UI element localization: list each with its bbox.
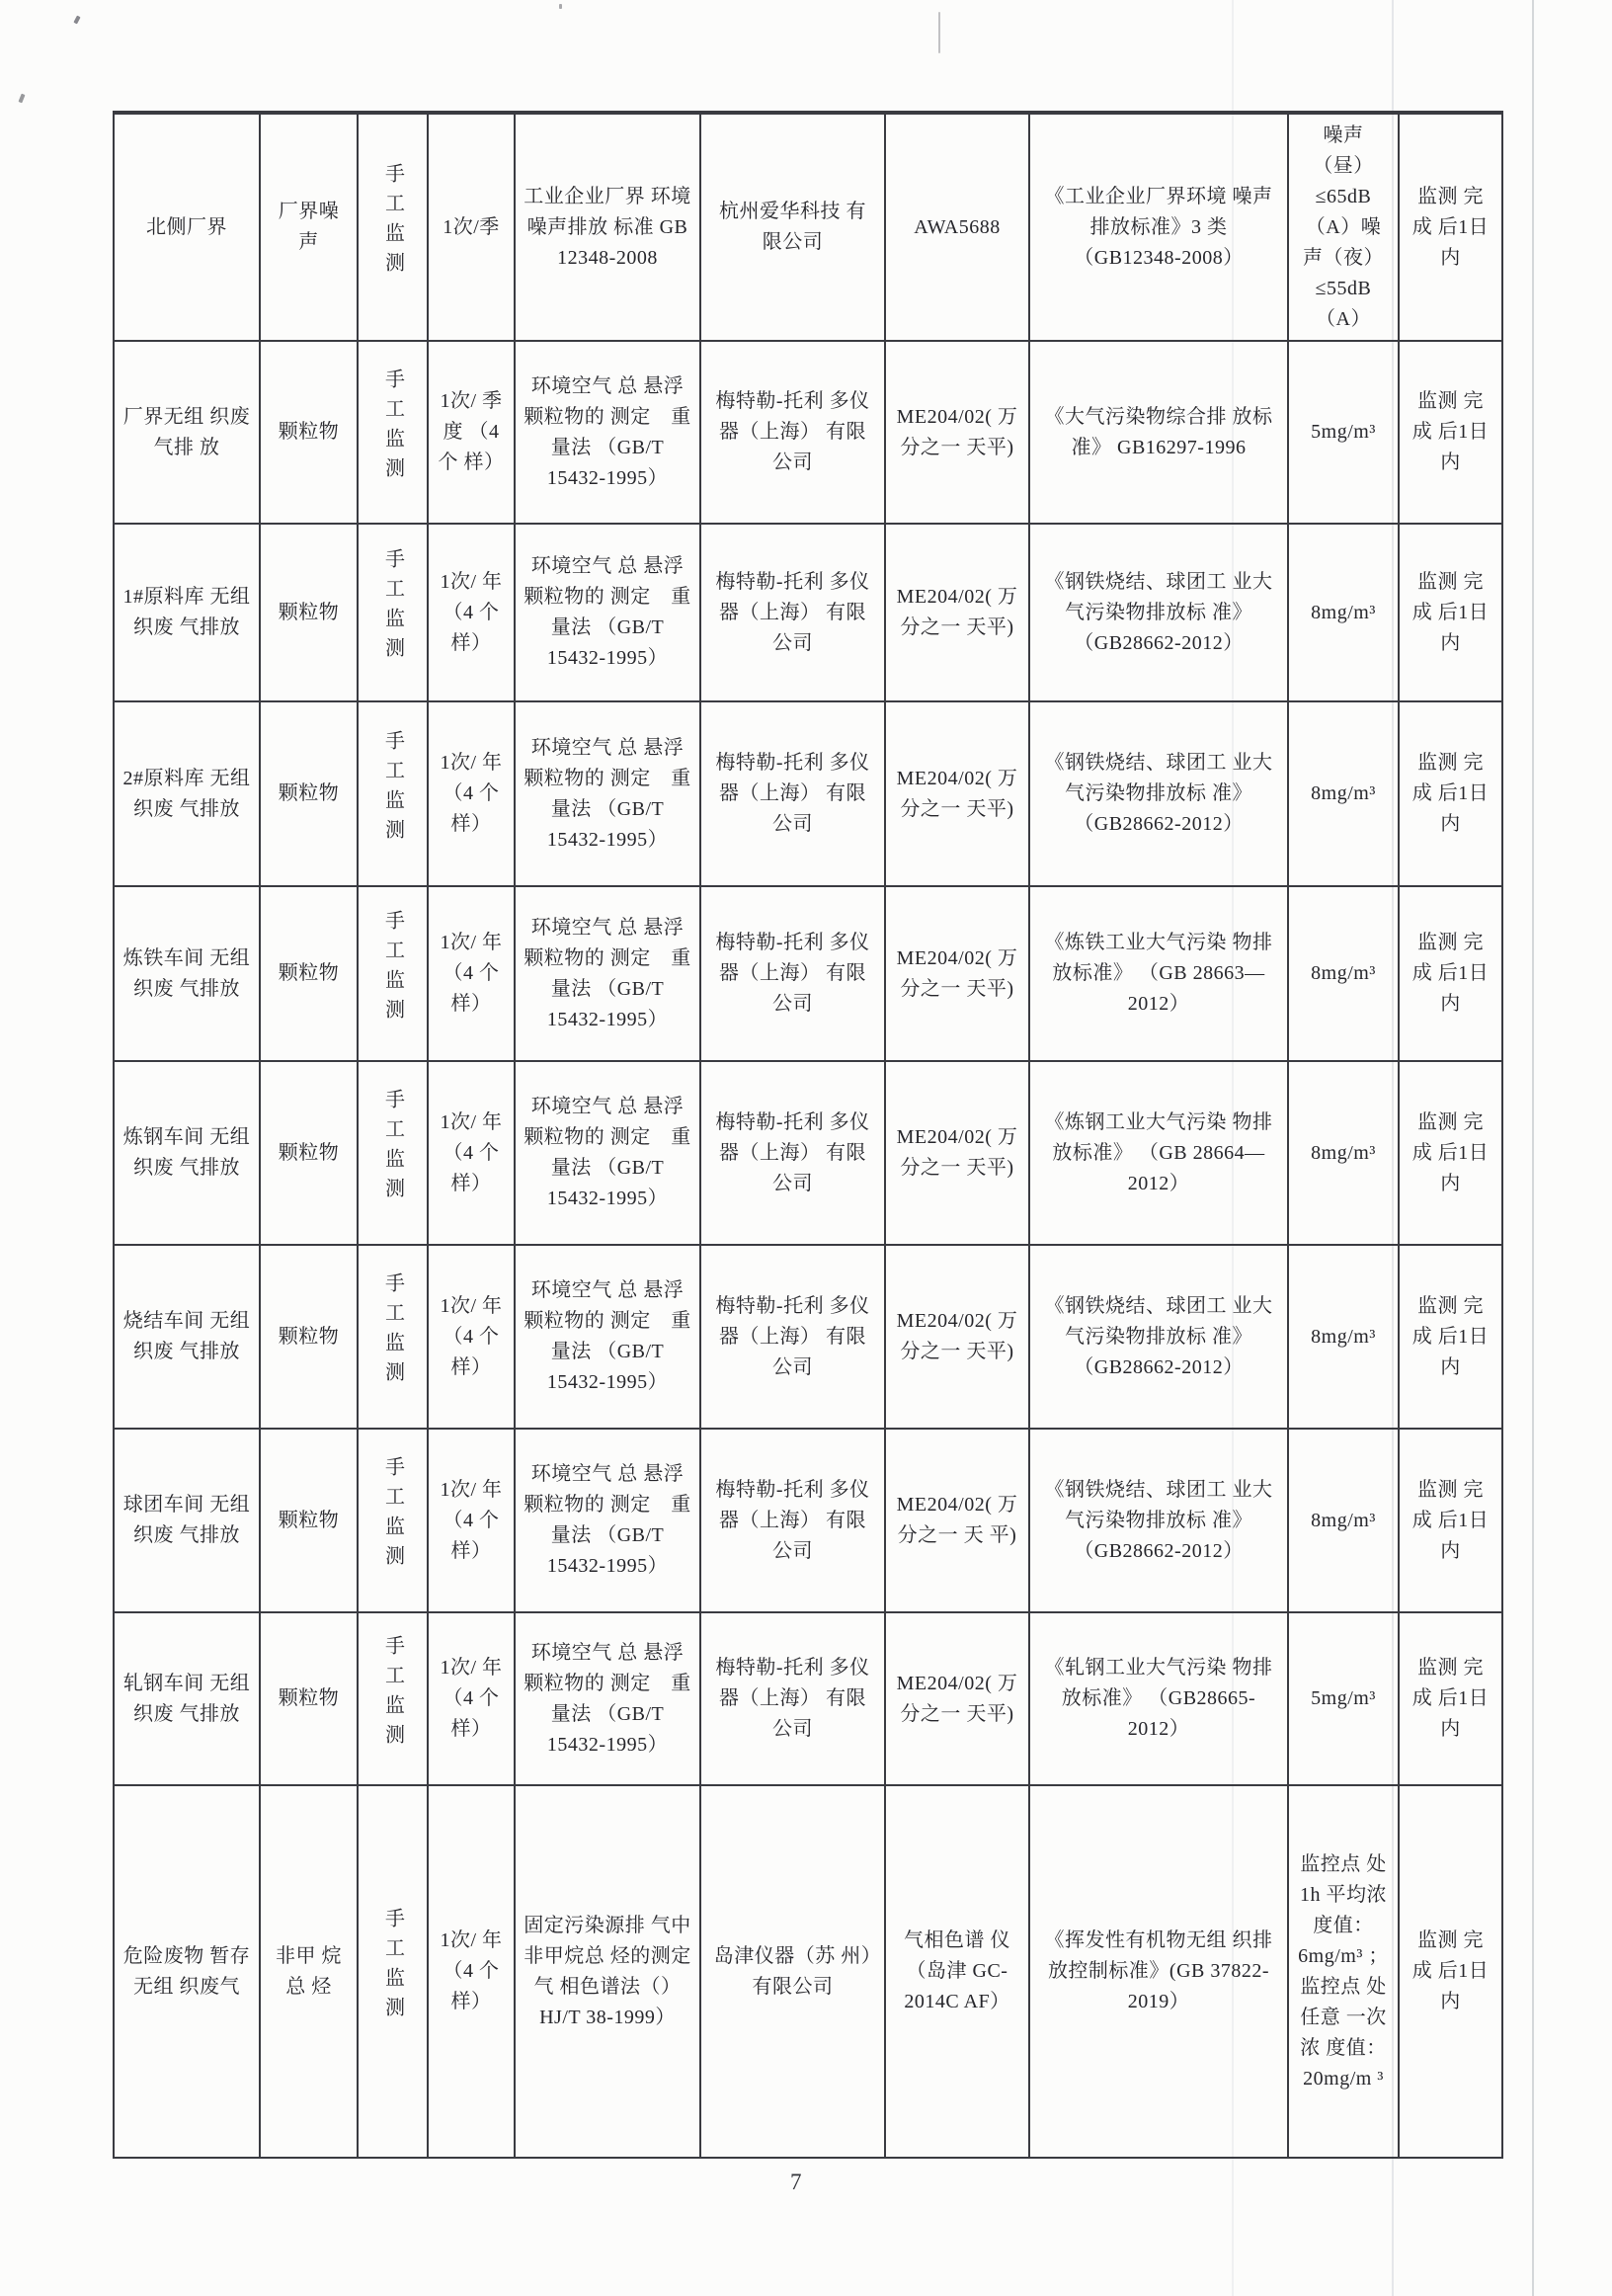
table-cell-r9-c9: 5mg/m³ (1288, 1612, 1399, 1785)
table-cell-r8-c5: 环境空气 总 悬浮颗粒物的 测定 重量法 （GB/T 15432-1995） (515, 1429, 700, 1612)
scan-artifact (73, 16, 80, 25)
table-cell-r7-c2: 颗粒物 (260, 1245, 358, 1429)
table-cell-r1-c6: 杭州爱华科技 有限公司 (700, 113, 885, 341)
table-row (114, 524, 1502, 701)
table-cell-r4-c9: 8mg/m³ (1288, 701, 1399, 886)
table-cell-r6-c9: 8mg/m³ (1288, 1061, 1399, 1245)
table-cell-r2-c1: 厂界无组 织废气排 放 (114, 341, 260, 524)
page-number: 7 (790, 2170, 803, 2194)
vertical-text: 手工监测 (381, 163, 404, 282)
table-cell-r5-c3 (358, 886, 428, 1061)
table-cell-r3-c8: 《钢铁烧结、球团工 业大气污染物排放标 准》（GB28662-2012） (1029, 524, 1288, 701)
table-cell-r7-c7: ME204/02( 万分之一 天平) (885, 1245, 1029, 1429)
table-cell-r3-c3 (358, 524, 428, 701)
table-row (114, 1245, 1502, 1429)
table-cell-r9-c10: 监测 完成 后1日 内 (1399, 1612, 1502, 1785)
vertical-text: 手工监测 (381, 729, 404, 849)
table-cell-r6-c7: ME204/02( 万分之一 天平) (885, 1061, 1029, 1245)
table-cell-r6-c8: 《炼钢工业大气污染 物排放标准》 （GB 28664—2012） (1029, 1061, 1288, 1245)
table-cell-r7-c5: 环境空气 总 悬浮颗粒物的 测定 重量法 （GB/T 15432-1995） (515, 1245, 700, 1429)
table-cell-r7-c1: 烧结车间 无组织废 气排放 (114, 1245, 260, 1429)
table-cell-r5-c2: 颗粒物 (260, 886, 358, 1061)
table-cell-r8-c2: 颗粒物 (260, 1429, 358, 1612)
table-cell-r10-c9: 监控点 处 1h 平均浓 度值： 6mg/m³ ； 监控点 处任意 一次浓 度值： 20mg/m ³ (1288, 1785, 1399, 2158)
table-cell-r6-c5: 环境空气 总 悬浮颗粒物的 测定 重量法 （GB/T 15432-1995） (515, 1061, 700, 1245)
table-cell-r2-c7: ME204/02( 万分之一 天平) (885, 341, 1029, 524)
scan-artifact (559, 4, 562, 9)
table-cell-r6-c4: 1次/ 年 （4 个 样） (428, 1061, 515, 1245)
vertical-text: 手工监测 (381, 909, 404, 1028)
table-cell-r6-c6: 梅特勒-托利 多仪器（上海） 有限公司 (700, 1061, 885, 1245)
monitoring-plan-table (113, 111, 1503, 2159)
table-cell-r2-c10: 监测 完成 后1日 内 (1399, 341, 1502, 524)
vertical-text: 手工监测 (381, 1089, 404, 1207)
table-cell-r9-c2: 颗粒物 (260, 1612, 358, 1785)
table-cell-r10-c7: 气相色谱 仪（岛津 GC-2014C AF） (885, 1785, 1029, 2158)
table-cell-r3-c1: 1#原料库 无组织废 气排放 (114, 524, 260, 701)
table-body (114, 113, 1502, 2158)
table-cell-r3-c5: 环境空气 总 悬浮颗粒物的 测定 重量法 （GB/T 15432-1995） (515, 524, 700, 701)
vertical-text: 手工监测 (381, 1272, 404, 1391)
table-cell-r8-c10: 监测 完成 后1日 内 (1399, 1429, 1502, 1612)
table-row (114, 1061, 1502, 1245)
table-cell-r7-c9: 8mg/m³ (1288, 1245, 1399, 1429)
table-cell-r10-c8: 《挥发性有机物无组 织排放控制标准》(GB 37822-2019） (1029, 1785, 1288, 2158)
table-cell-r8-c8: 《钢铁烧结、球团工 业大气污染物排放标 准》（GB28662-2012） (1029, 1429, 1288, 1612)
table-cell-r2-c5: 环境空气 总 悬浮颗粒物的 测定 重量法 （GB/T 15432-1995） (515, 341, 700, 524)
scanner-streak (1532, 0, 1534, 2296)
table-row (114, 701, 1502, 886)
table-cell-r6-c10: 监测 完成 后1日 内 (1399, 1061, 1502, 1245)
table-cell-r1-c7: AWA5688 (885, 113, 1029, 341)
table-row (114, 1429, 1502, 1612)
table-cell-r1-c8: 《工业企业厂界环境 噪声排放标准》3 类 （GB12348-2008） (1029, 113, 1288, 341)
table-cell-r8-c4: 1次/ 年 （4 个 样） (428, 1429, 515, 1612)
table-cell-r6-c2: 颗粒物 (260, 1061, 358, 1245)
table-cell-r1-c4: 1次/季 (428, 113, 515, 341)
table-cell-r7-c8: 《钢铁烧结、球团工 业大气污染物排放标 准》（GB28662-2012） (1029, 1245, 1288, 1429)
table-cell-r4-c5: 环境空气 总 悬浮颗粒物的 测定 重量法 （GB/T 15432-1995） (515, 701, 700, 886)
table-cell-r2-c9: 5mg/m³ (1288, 341, 1399, 524)
table-cell-r9-c7: ME204/02( 万分之一 天平) (885, 1612, 1029, 1785)
table-cell-r7-c6: 梅特勒-托利 多仪器（上海） 有限公司 (700, 1245, 885, 1429)
vertical-text: 手工监测 (381, 1907, 404, 2026)
vertical-text: 手工监测 (381, 368, 404, 487)
table-cell-r8-c3 (358, 1429, 428, 1612)
table-cell-r7-c3 (358, 1245, 428, 1429)
vertical-text: 手工监测 (381, 548, 404, 667)
table-cell-r8-c1: 球团车间 无组织废 气排放 (114, 1429, 260, 1612)
vertical-text: 手工监测 (381, 1634, 404, 1754)
table-cell-r3-c7: ME204/02( 万分之一 天平) (885, 524, 1029, 701)
table-cell-r5-c9: 8mg/m³ (1288, 886, 1399, 1061)
table-cell-r8-c9: 8mg/m³ (1288, 1429, 1399, 1612)
table-cell-r1-c3 (358, 113, 428, 341)
table-cell-r10-c3 (358, 1785, 428, 2158)
table-cell-r5-c8: 《炼铁工业大气污染 物排放标准》 （GB 28663—2012） (1029, 886, 1288, 1061)
table-row (114, 1785, 1502, 2158)
scan-artifact (938, 12, 940, 53)
table-row (114, 341, 1502, 524)
table-cell-r3-c4: 1次/ 年 （4 个 样） (428, 524, 515, 701)
table-cell-r1-c2: 厂界噪声 (260, 113, 358, 341)
table-cell-r9-c3 (358, 1612, 428, 1785)
table-cell-r5-c6: 梅特勒-托利 多仪器（上海） 有限公司 (700, 886, 885, 1061)
table-cell-r10-c1: 危险废物 暂存无组 织废气 (114, 1785, 260, 2158)
table-cell-r2-c8: 《大气污染物综合排 放标准》 GB16297-1996 (1029, 341, 1288, 524)
table-cell-r9-c1: 轧钢车间 无组织废 气排放 (114, 1612, 260, 1785)
table-cell-r8-c6: 梅特勒-托利 多仪器（上海） 有限公司 (700, 1429, 885, 1612)
table-cell-r9-c5: 环境空气 总 悬浮颗粒物的 测定 重量法 （GB/T 15432-1995） (515, 1612, 700, 1785)
table-cell-r4-c10: 监测 完成 后1日 内 (1399, 701, 1502, 886)
table-cell-r10-c10: 监测 完成 后1日 内 (1399, 1785, 1502, 2158)
table-cell-r5-c4: 1次/ 年 （4 个 样） (428, 886, 515, 1061)
scan-artifact (18, 94, 25, 104)
table-cell-r5-c7: ME204/02( 万分之一 天平) (885, 886, 1029, 1061)
table-cell-r2-c2: 颗粒物 (260, 341, 358, 524)
table-cell-r3-c6: 梅特勒-托利 多仪器（上海） 有限公司 (700, 524, 885, 701)
table-cell-r1-c10: 监测 完成 后1日 内 (1399, 113, 1502, 341)
table-cell-r9-c4: 1次/ 年 （4 个 样） (428, 1612, 515, 1785)
table-cell-r2-c4: 1次/ 季度 （4 个 样） (428, 341, 515, 524)
table-row (114, 1612, 1502, 1785)
table-row (114, 113, 1502, 341)
table-row (114, 886, 1502, 1061)
table-cell-r10-c2: 非甲 烷总 烃 (260, 1785, 358, 2158)
table-cell-r6-c1: 炼钢车间 无组织废 气排放 (114, 1061, 260, 1245)
table-cell-r3-c10: 监测 完成 后1日 内 (1399, 524, 1502, 701)
table-cell-r7-c10: 监测 完成 后1日 内 (1399, 1245, 1502, 1429)
table-cell-r4-c6: 梅特勒-托利 多仪器（上海） 有限公司 (700, 701, 885, 886)
table-cell-r2-c3 (358, 341, 428, 524)
table-cell-r9-c6: 梅特勒-托利 多仪器（上海） 有限公司 (700, 1612, 885, 1785)
table-cell-r3-c9: 8mg/m³ (1288, 524, 1399, 701)
table-cell-r1-c5: 工业企业厂界 环境噪声排放 标准 GB 12348-2008 (515, 113, 700, 341)
table-cell-r3-c2: 颗粒物 (260, 524, 358, 701)
table-cell-r4-c3 (358, 701, 428, 886)
table-cell-r8-c7: ME204/02( 万分之一 天 平) (885, 1429, 1029, 1612)
table-cell-r5-c10: 监测 完成 后1日 内 (1399, 886, 1502, 1061)
table-cell-r2-c6: 梅特勒-托利 多仪器（上海） 有限公司 (700, 341, 885, 524)
table-cell-r5-c5: 环境空气 总 悬浮颗粒物的 测定 重量法 （GB/T 15432-1995） (515, 886, 700, 1061)
table-cell-r7-c4: 1次/ 年 （4 个 样） (428, 1245, 515, 1429)
table-cell-r1-c1: 北侧厂界 (114, 113, 260, 341)
table-cell-r6-c3 (358, 1061, 428, 1245)
table-cell-r4-c8: 《钢铁烧结、球团工 业大气污染物排放标 准》（GB28662-2012） (1029, 701, 1288, 886)
table-cell-r10-c4: 1次/ 年 （4 个 样） (428, 1785, 515, 2158)
table-cell-r9-c8: 《轧钢工业大气污染 物排放标准》 （GB28665-2012） (1029, 1612, 1288, 1785)
table-cell-r1-c9: 噪声 （昼） ≤65dB （A）噪 声（夜） ≤55dB （A） (1288, 113, 1399, 341)
table-cell-r4-c7: ME204/02( 万分之一 天平) (885, 701, 1029, 886)
table-cell-r10-c5: 固定污染源排 气中非甲烷总 烃的测定 气 相色谱法（） HJ/T 38-1999） (515, 1785, 700, 2158)
table-cell-r10-c6: 岛津仪器（苏 州）有限公司 (700, 1785, 885, 2158)
table-cell-r4-c2: 颗粒物 (260, 701, 358, 886)
table-cell-r4-c1: 2#原料库 无组织废 气排放 (114, 701, 260, 886)
table-cell-r5-c1: 炼铁车间 无组织废 气排放 (114, 886, 260, 1061)
table-cell-r4-c4: 1次/ 年 （4 个 样） (428, 701, 515, 886)
vertical-text: 手工监测 (381, 1456, 404, 1575)
